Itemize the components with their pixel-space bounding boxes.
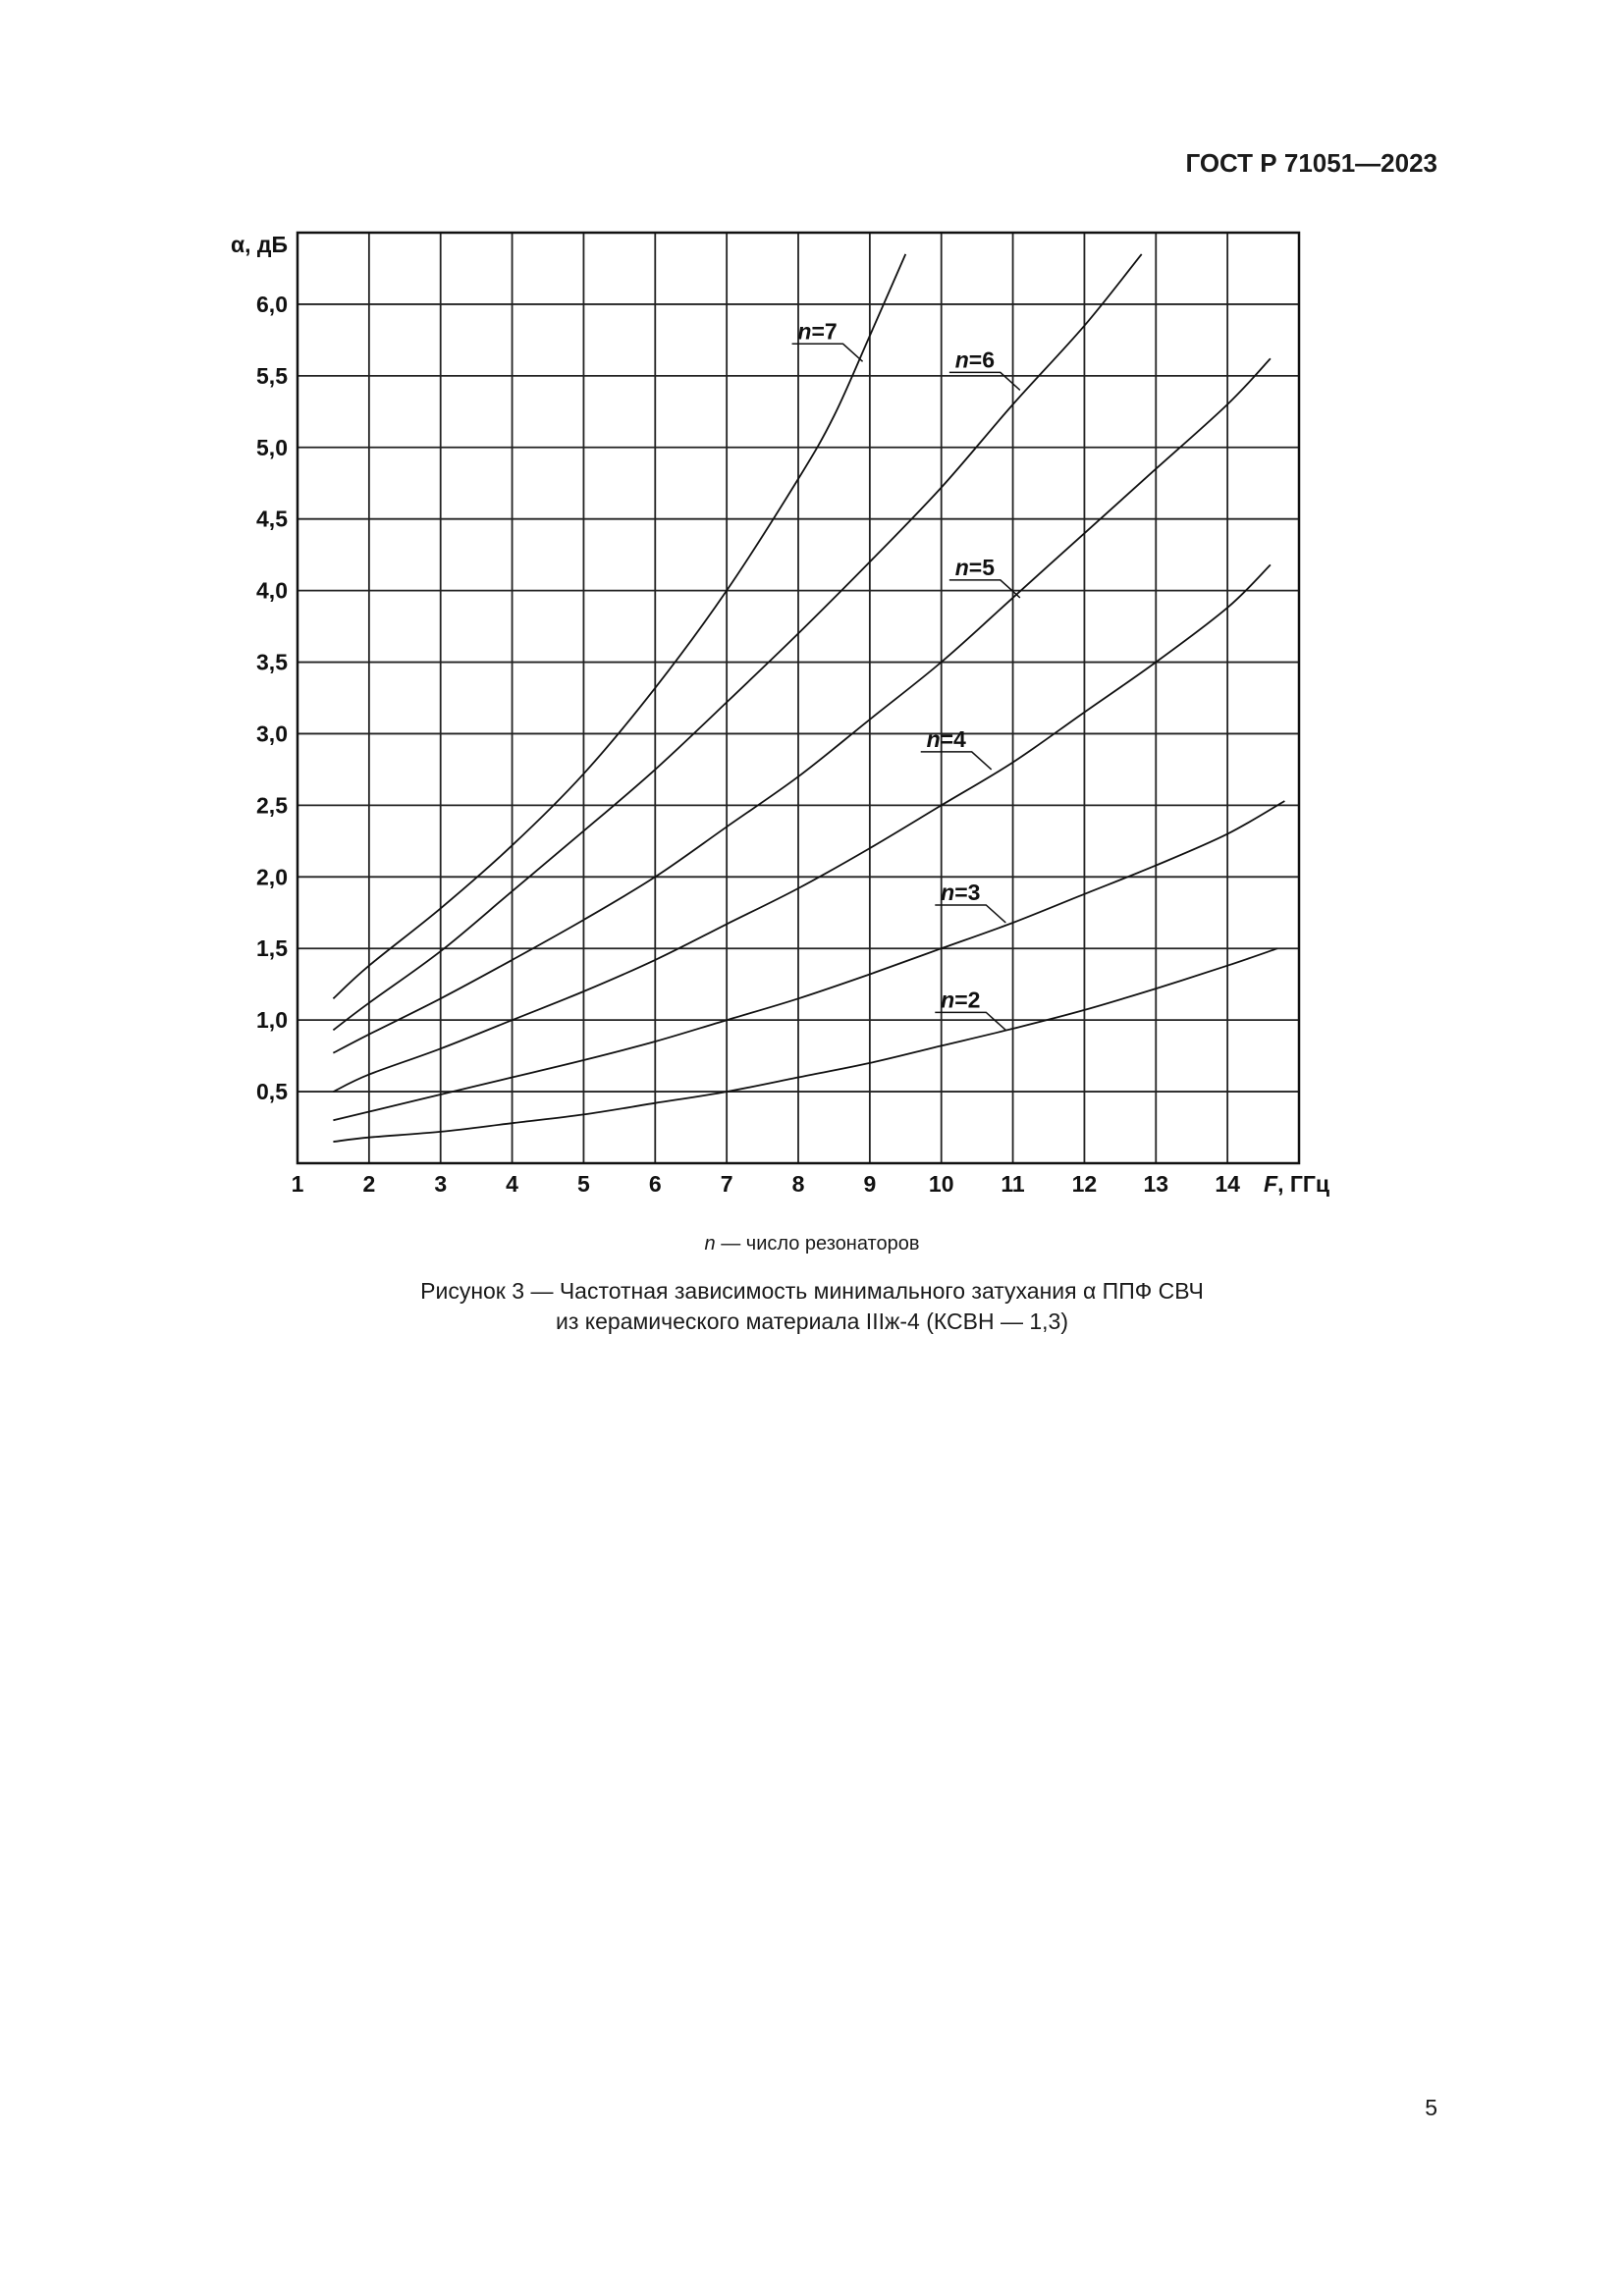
annotation-leader-5 <box>935 1012 1005 1030</box>
y-tick-label-4: 2,5 <box>256 792 288 819</box>
chart-grid <box>298 233 1299 1163</box>
x-axis-label-var: F <box>1264 1171 1278 1197</box>
annotation-label-var: n <box>954 347 969 373</box>
annotation-n-7 <box>792 318 863 361</box>
y-tick-label-8: 4,5 <box>256 506 288 532</box>
x-tick-label-3: 4 <box>506 1171 518 1197</box>
series-line-n-3 <box>333 801 1284 1120</box>
annotation-label-var: n <box>926 725 941 752</box>
figure-caption-line-1: Рисунок 3 — Частотная зависимость минимального затухания α ППФ СВЧ <box>420 1278 1204 1304</box>
annotation-leader-0 <box>792 344 863 361</box>
annotation-label-2 <box>955 555 995 580</box>
annotation-label-var: n <box>941 987 955 1013</box>
y-tick-label-3: 2,0 <box>256 864 288 890</box>
document-code: ГОСТ Р 71051—2023 <box>1185 148 1437 178</box>
x-tick-label-1: 2 <box>362 1171 376 1197</box>
annotation-label-var: n <box>797 318 812 345</box>
annotation-label-1 <box>955 347 995 372</box>
x-axis-label-unit: , ГГц <box>1277 1171 1330 1197</box>
chart-series <box>333 254 1284 1142</box>
y-tick-label-0: 0,5 <box>256 1079 288 1105</box>
series-line-n-4 <box>333 564 1271 1092</box>
annotation-label-value: =7 <box>811 318 838 345</box>
x-tick-label-10: 11 <box>1001 1171 1025 1197</box>
x-tick-label-7: 8 <box>791 1171 805 1197</box>
x-axis-label <box>1264 1171 1329 1197</box>
annotation-label-var: n <box>941 879 955 905</box>
y-tick-label-7: 4,0 <box>256 577 288 604</box>
figure-caption-line-2: из керамического материала IIIж-4 (КСВН — 1,3) <box>556 1308 1068 1334</box>
annotation-n-2 <box>935 987 1005 1030</box>
legend-note <box>0 1233 1624 1255</box>
chart-annotations <box>792 318 1020 1030</box>
x-tick-label-0: 1 <box>291 1171 304 1197</box>
series-line-n-6 <box>333 254 1141 1031</box>
y-tick-label-9: 5,0 <box>256 434 288 460</box>
series-line-n-7 <box>333 254 905 998</box>
y-tick-label-11: 6,0 <box>256 291 288 317</box>
x-tick-label-2: 3 <box>434 1171 448 1197</box>
y-axis-label: α, дБ <box>230 232 288 257</box>
x-tick-label-4: 5 <box>577 1171 590 1197</box>
annotation-label-value: =2 <box>954 987 981 1013</box>
page-number: 5 <box>1425 2095 1437 2120</box>
annotation-label-value: =5 <box>968 554 996 580</box>
annotation-label-var: n <box>954 554 969 580</box>
annotation-n-6 <box>949 347 1020 390</box>
annotation-n-3 <box>935 880 1005 923</box>
annotation-label-5 <box>941 987 980 1012</box>
y-tick-label-2: 1,5 <box>256 935 288 962</box>
figure-caption <box>0 1276 1624 1337</box>
legend-note-var: n <box>704 1233 716 1255</box>
legend-note-text: — число резонаторов <box>715 1233 920 1255</box>
y-tick-label-5: 3,0 <box>256 721 288 747</box>
x-tick-label-12: 13 <box>1143 1171 1169 1197</box>
annotation-n-4 <box>921 726 992 770</box>
annotation-label-3 <box>927 726 966 752</box>
x-tick-label-13: 14 <box>1215 1171 1240 1197</box>
series-line-n-2 <box>333 948 1277 1142</box>
y-tick-label-1: 1,0 <box>256 1007 288 1034</box>
x-tick-label-8: 9 <box>863 1171 877 1197</box>
annotation-label-4 <box>941 880 980 905</box>
y-tick-label-6: 3,5 <box>256 649 288 675</box>
annotation-label-0 <box>797 318 837 344</box>
x-tick-label-5: 6 <box>648 1171 662 1197</box>
annotation-leader-4 <box>935 905 1005 923</box>
annotation-leader-3 <box>921 752 992 770</box>
y-tick-label-10: 5,5 <box>256 362 288 389</box>
x-tick-label-11: 12 <box>1071 1171 1098 1197</box>
x-tick-label-6: 7 <box>720 1171 733 1197</box>
annotation-label-value: =4 <box>940 725 966 752</box>
annotation-label-value: =6 <box>968 347 996 373</box>
annotation-leader-2 <box>949 580 1020 598</box>
x-tick-label-9: 10 <box>928 1171 954 1197</box>
annotation-label-value: =3 <box>954 879 981 905</box>
